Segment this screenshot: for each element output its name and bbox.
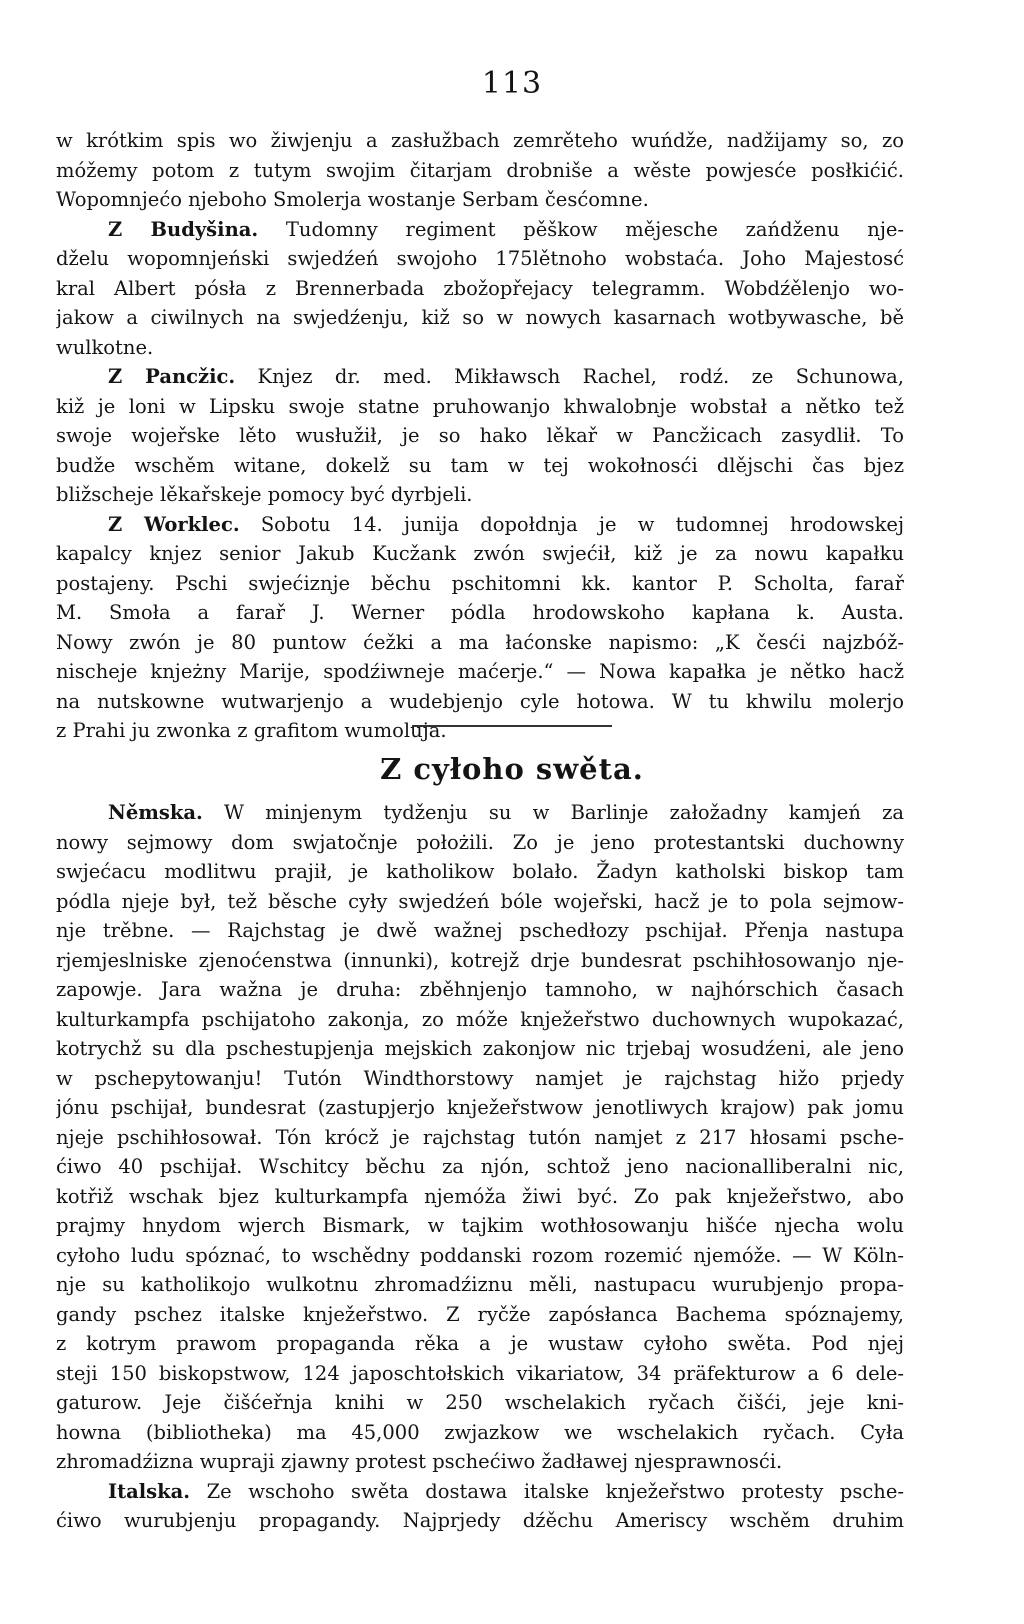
text-line: w pschepytowanju! Tutón Windthorstowy namjet je rajchstag hižo prjedy: [56, 1066, 904, 1090]
text-line: nischeje knjeżny Marije, spodźiwneje maćerje.“ — Nowa kapałka je nětko hacž: [56, 660, 904, 683]
text-line: howna (bibliotheka) ma 45,000 zwjazkow we wschelakich ryčach. Cyła: [56, 1420, 904, 1444]
section-divider: [412, 725, 612, 727]
text-line: swoje wojeřske lěto wusłužił, je so hako lěkař w Pancžicach zasydlił. To: [56, 424, 904, 447]
news-block-world: [56, 798, 904, 1536]
text-line: wulkotne.: [56, 335, 154, 359]
text-line: móžemy potom z tutym swojim čitarjam drobniše a wěste powjesće posłkićić.: [56, 158, 904, 182]
text-line: steji 150 biskopstwow, 124 japoschtołskich vikariatow, 34 präfekturow a 6 dele-: [56, 1361, 904, 1385]
line-text: Tudomny regiment pěškow mějesche zańdženu nje-: [258, 217, 904, 241]
text-line: kiž je loni w Lipsku swoje statne pruhowanjo khwalobnje wobstał a nětko tež: [56, 394, 904, 418]
dateline: Z Worklec.: [108, 512, 240, 536]
text-line: nowy sejmowy dom swjatočnje położili. Zo je jeno protestantski duchowny: [56, 830, 904, 854]
text-line: Wopomnjećo njeboho Smolerja wostanje Serbam česćomne.: [56, 188, 649, 211]
text-line: zhromadźizna wupraji zjawny protest pschećiwo žadławej njesprawnosći.: [56, 1450, 783, 1473]
text-line: z kotrym prawom propaganda rěka a je wustaw cyłoho swěta. Pod njej: [56, 1332, 904, 1355]
text-line: pódla njeje był, tež běsche cyły swjedźeń bóle wojeřski, hacž je to pola sejmow-: [56, 889, 904, 913]
section-title: Z cyłoho swěta.: [380, 752, 644, 786]
text-line: kotřiž wschak bjez kulturkampfa njemóža žiwi być. Zo pak knježeřstwo, abo: [56, 1184, 904, 1208]
text-line: zapowje. Jara wažna je druha: zběhnjenjo tamnoho, w najhórschich časach: [56, 978, 904, 1001]
text-line: [56, 362, 904, 392]
dateline: Z Pancžic.: [108, 365, 236, 388]
line-text: Knjez dr. med. Mikławsch Rachel, rodź. ze Schunowa,: [235, 365, 904, 388]
line-text: Sobotu 14. junija dopołdnja je w tudomnej hrodowskej: [239, 512, 904, 536]
text-line: postajeny. Pschi swjećiznje běchu pschitomni kk. kantor P. Scholta, farař: [56, 571, 904, 595]
text-line: z Prahi ju zwonka z grafitom wumoluja.: [56, 719, 447, 742]
line-text: Ze wschoho swěta dostawa italske knježeřstwo protesty psche-: [190, 1479, 904, 1503]
text-line: gandy pschez italske knježeřstwo. Z ryčže zapósłanca Bachema spóznajemy,: [56, 1302, 904, 1326]
dateline: Z Budyšina.: [108, 217, 259, 241]
text-line: w krótkim spis wo žiwjenju a zasłužbach zemrěteho wuńdže, nadžijamy so, zo: [56, 129, 904, 152]
text-line: ćiwo wurubjenju propagandy. Najprjedy dźěchu Ameriscy wschěm druhim: [56, 1509, 904, 1532]
text-line: kotrychž su dla pschestupjenja mejskich zakonjow nic trjebaj wosudźeni, ale jeno: [56, 1037, 904, 1060]
text-line: nje trěbne. — Rajchstag je dwě wažnej pschedłozy pschijał. Přenja nastupa: [56, 919, 904, 942]
text-line: bližscheje lěkařskeje pomocy być dyrbjeli.: [56, 483, 473, 506]
text-line: swjećacu modlitwu prajił, je katholikow bolało. Žadyn katholski biskop tam: [56, 860, 904, 883]
text-line: cyłoho ludu spóznać, to wschědny poddanski rozom rozemić njemóže. — W Köln-: [56, 1243, 904, 1267]
text-line: kulturkampfa pschijatoho zakonja, zo móže knježeřstwo duchownych wupokazać,: [56, 1007, 904, 1031]
text-line: M. Smoła a farař J. Werner pódla hrodowskoho kapłana k. Austa.: [56, 601, 904, 624]
text-line: njeje pschihłosował. Tón krócž je rajchstag tutón namjet z 217 hłosami psche-: [56, 1125, 904, 1149]
text-line: jónu pschijał, bundesrat (zastupjerjo knježeřstwow jenotliwych krajow) pak jomu: [56, 1096, 904, 1119]
text-line: ćiwo 40 pschijał. Wschitcy běchu za njón, schtož jeno nacionalliberalni nic,: [56, 1155, 904, 1178]
text-line: kapalcy knjez senior Jakub Kucžank zwón swjećił, kiž je za nowu kapałku: [56, 542, 904, 565]
text-line: prajmy hnydom wjerch Bismark, w tajkim wothłosowanju hišće njecha wolu: [56, 1214, 904, 1237]
text-line: budže wschěm witane, dokelž su tam w tej wokołnosći dlějschi čas bjez: [56, 453, 904, 477]
text-line: kral Albert pósła z Brennerbada zbožopřejacy telegramm. Wobdźělenjo wo-: [56, 276, 904, 300]
text-line: nje su katholikojo wulkotnu zhromadźiznu měli, nastupacu wurubjenjo propa-: [56, 1273, 904, 1296]
text-line: jakow a ciwilnych na swjedźenju, kiž so w nowych kasarnach wotbywasche, bě: [56, 306, 904, 329]
dateline: Italska.: [108, 1479, 191, 1503]
dateline: Němska.: [108, 801, 203, 824]
line-text: W minjenym tydženju su w Barlinje załožadny kamjeń za: [202, 801, 904, 824]
text-line: [56, 798, 904, 828]
text-line: [56, 510, 904, 540]
text-line: [56, 215, 904, 245]
text-line: Nowy zwón je 80 puntow ćežki a ma łaćonske napismo: „K česći najzbóž-: [56, 630, 904, 654]
text-line: gaturow. Jeje čišćeřnja knihi w 250 wschelakich ryčach čišći, jeje kni-: [56, 1391, 904, 1414]
news-block-local: [56, 126, 904, 746]
text-line: [56, 1477, 904, 1507]
page-number: 113: [481, 66, 543, 101]
text-line: dželu wopomnjeński swjedźeń swojoho 175lětnoho wobstaća. Joho Majestosć: [56, 247, 904, 270]
text-line: na nutskowne wutwarjenjo a wudebjenjo cyle hotowa. W tu khwilu molerjo: [56, 689, 904, 713]
text-line: rjemjeslniske zjenoćenstwa (innunki), kotrejž drje bundesrat pschihłosowanjo nje-: [56, 948, 904, 972]
